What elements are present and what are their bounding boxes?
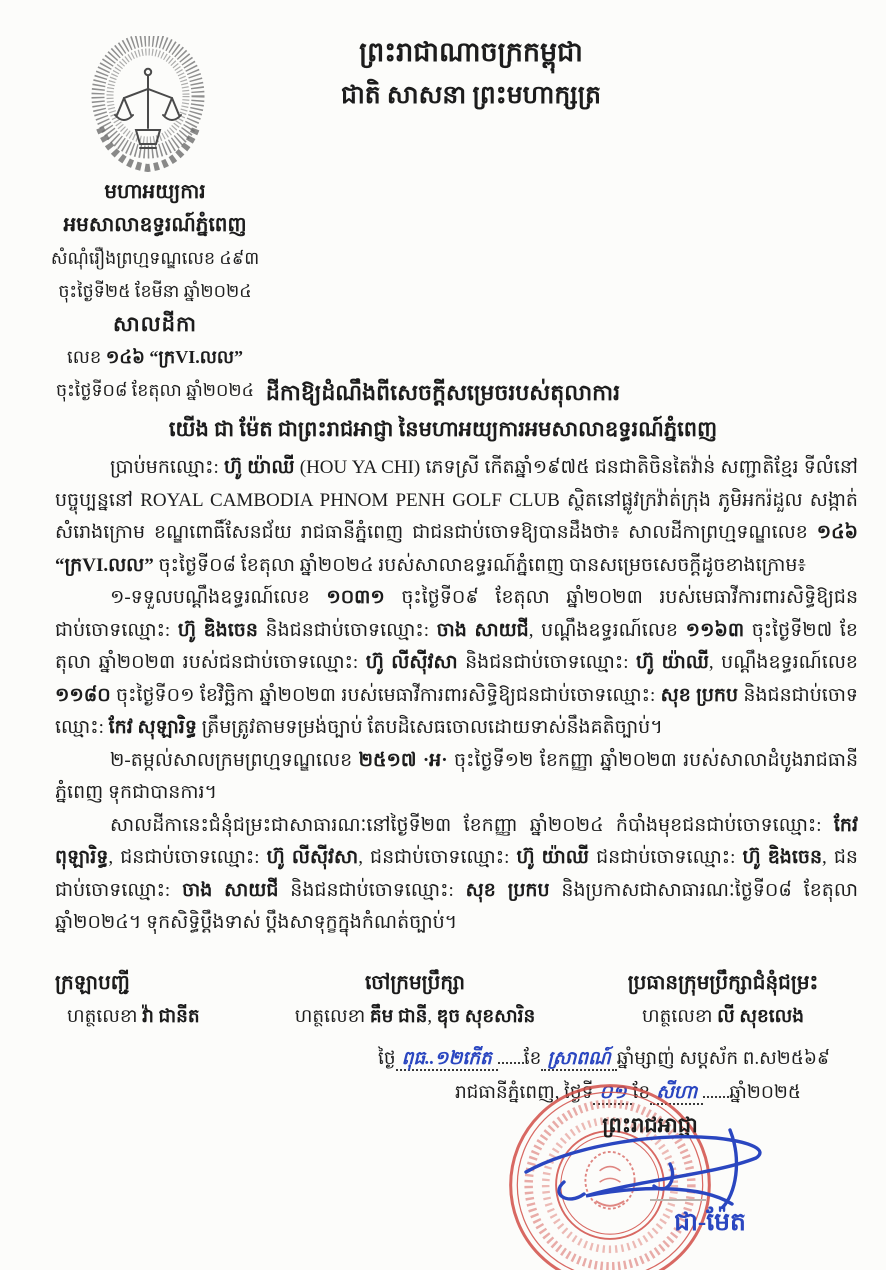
month-label2: ខែ [632, 1083, 651, 1103]
lunar-suffix: ឆ្នាំម្សាញ់ សប្តស័ក ព.ស២៥៦៩ [616, 1049, 831, 1069]
case-number-line: សំណុំរឿងព្រហ្មទណ្ឌលេខ ៤៩៣ [50, 248, 260, 268]
document-number-line: លេខ ១៤៦ “ក្រVI.លល” [67, 347, 243, 367]
paragraph-pronouncement: សាលដីកានេះជំនុំជម្រះជាសាធារណៈនៅថ្ងៃទី២៣ ខែកញ្ញា ឆ្នាំ២០២៤ កំបាំងមុខជនជាប់ចោទឈ្មោះ: កែវ ពុឡារិទ្ធ, ជនជាប់ចោទឈ្មោះ: ហ៊ូ លីស៊ីវសា, ជនជាប់ចោទឈ្មោះ: ហ៊ូ យ៉ាឈី ជនជាប់ចោទឈ្មោះ: ហ៊ូ ឌិងចេន, ជនជាប់ចោទឈ្មោះ: ចាង សាយជី និងជនជាប់ចោទឈ្មោះ: សុខ ប្រកប និងប្រកាសជាសាធារណៈថ្ងៃទី០៨ ខែតុលា ឆ្នាំ២០២៤។ ទុកសិទ្ធិប្តឹងទាស់ ប្តឹងសាទុក្ខក្នុងកំណត់ច្បាប់។ [55, 814, 858, 933]
office-name-line2: អមសាលាឧទ្ធរណ៍ភ្នំពេញ [63, 214, 247, 236]
place-prefix: រាជធានីភ្នំពេញ, ថ្ងៃទី [454, 1083, 594, 1103]
document-type-label: សាលដីកា [113, 312, 197, 336]
dotted-leader [498, 1047, 524, 1064]
kingdom-line1: ព្រះរាជាណាចក្រកម្ពុជា [359, 37, 583, 67]
letterhead-block [30, 176, 280, 407]
handwritten-day: ០១ [593, 1083, 632, 1105]
judge-counselor-title: ចៅក្រមប្រឹក្សា [364, 972, 466, 994]
signature-row [0, 966, 886, 1046]
prosecutor-signature [520, 1124, 780, 1209]
month-label: ខែ [523, 1049, 542, 1069]
kingdom-line2: ជាតិ សាសនា ព្រះមហាក្សត្រ [340, 82, 602, 109]
justice-scales-emblem-icon [86, 36, 211, 176]
clerk-title: ក្រឡាបញ្ជី [55, 972, 130, 994]
document-body [55, 452, 858, 940]
lunar-prefix: ថ្ងៃ [378, 1049, 396, 1069]
handwritten-lunar-day: ពុធ..១២កើត [396, 1049, 498, 1071]
council-president-title: ប្រធានក្រុមប្រឹក្សាជំនុំជម្រះ [627, 972, 819, 994]
judge-counselor-name-line: ហត្ថលេខា គឹម ជានី, ឌុច សុខសារិន [294, 1007, 536, 1027]
handwritten-lunar-month: ស្រាពណ៍ [541, 1049, 616, 1071]
clerk-name-line: ហត្ថលេខា វ៉ា ជានីត [67, 1007, 200, 1027]
paragraph-intro: ប្រាប់មកឈ្មោះ: ហ៊ូ យ៉ាឈី (HOU YA CHI) ភេទស្រី កើតឆ្នាំ១៩៧៥ ជនជាតិចិនតៃវ៉ាន់ សញ្ជាតិខ្មែរ ទីលំនៅបច្ចុប្បន្ននៅ ROYAL CAMBODIA PHNOM PENH GOLF CLUB ស្ថិតនៅផ្លូវក្រវ៉ាត់ក្រុង ភូមិអករ៉ដួល សង្កាត់សំរោងក្រោម ខណ្ឌពោធិ៍សែនជ័យ រាជធានីភ្នំពេញ ជាជនជាប់ចោទឱ្យបានដឹងថា៖ សាលដីកាព្រហ្មទណ្ឌលេខ ១៤៦ “ក្រVI.លល” ចុះថ្ងៃទី០៨ ខែតុលា ឆ្នាំ២០២៤ របស់សាលាឧទ្ធរណ៍ភ្នំពេញ បានសម្រេចសេចក្តីដូចខាងក្រោម៖ [55, 457, 858, 576]
signature-underline [650, 1199, 706, 1201]
title-line2: យើង ជា ម៉ែត ជាព្រះរាជអាជ្ញា នៃមហាអយ្យការអមសាលាឧទ្ធរណ៍ភ្នំពេញ [168, 417, 718, 441]
document-date-line: ចុះថ្ងៃទី០៨ ខែតុលា ឆ្នាំ២០២៤ [55, 380, 255, 400]
prosecutor-title: ព្រះរាជអាជ្ញា [602, 1113, 698, 1137]
clerk-signature-block [55, 966, 295, 1034]
lunar-date-line [378, 1042, 878, 1076]
paragraph-decision-2: ២-តម្កល់សាលក្រមព្រហ្មទណ្ឌលេខ ២៥១៧ ·អ· ចុះថ្ងៃទី១២ ខែកញ្ញា ឆ្នាំ២០២៣ របស់សាលាដំបូងរាជធានីភ្នំពេញ ទុកជាបានការ។ [55, 749, 859, 803]
paragraph-decision-1: ១-ទទួលបណ្តឹងឧទ្ធរណ៍លេខ ១០៣១ ចុះថ្ងៃទី០៩ ខែតុលា ឆ្នាំ២០២៣ របស់មេធាវីការពារសិទ្ធិឱ្យជនជាប់ចោទឈ្មោះ: ហ៊ូ ឌិងចេន និងជនជាប់ចោទឈ្មោះ: ចាង សាយជី, បណ្តឹងឧទ្ធរណ៍លេខ ១១៦៣ ចុះថ្ងៃទី២៧ ខែតុលា ឆ្នាំ២០២៣ របស់ជនជាប់ចោទឈ្មោះ: ហ៊ូ លីស៊ីវសា និងជនជាប់ចោទឈ្មោះ: ហ៊ូ យ៉ាឈី, បណ្តឹងឧទ្ធរណ៍លេខ ១១៨០ ចុះថ្ងៃទី០១ ខែវិច្ឆិកា ឆ្នាំ២០២៣ របស់មេធាវីការពារសិទ្ធិឱ្យជនជាប់ចោទឈ្មោះ: សុខ ប្រកប និងជនជាប់ចោទឈ្មោះ: កែវ សុឡារិទ្ធ ត្រឹមត្រូវតាមទម្រង់ច្បាប់ តែបដិសេធចោលដោយទាស់នឹងគតិច្បាប់។ [55, 587, 859, 738]
year-suffix: ឆ្នាំ២០២៥ [729, 1083, 802, 1103]
handwritten-month: សីហា [650, 1083, 703, 1105]
document-title [0, 374, 886, 448]
title-line1: ដីកាឱ្យដំណឹងពីសេចក្តីសម្រេចរបស់តុលាការ [265, 380, 621, 405]
prosecutor-name-handwritten: ជា-ម៉ែត [674, 1209, 746, 1236]
office-name-line1: មហាអយ្យការ [104, 181, 206, 203]
case-date-line: ចុះថ្ងៃទី២៥ ខែមីនា ឆ្នាំ២០២៤ [58, 281, 252, 301]
council-president-signature-block [560, 966, 886, 1034]
council-president-name-line: ហត្ថលេខា លី សុខលេង [642, 1007, 804, 1027]
judge-counselor-signature-block [265, 966, 565, 1034]
